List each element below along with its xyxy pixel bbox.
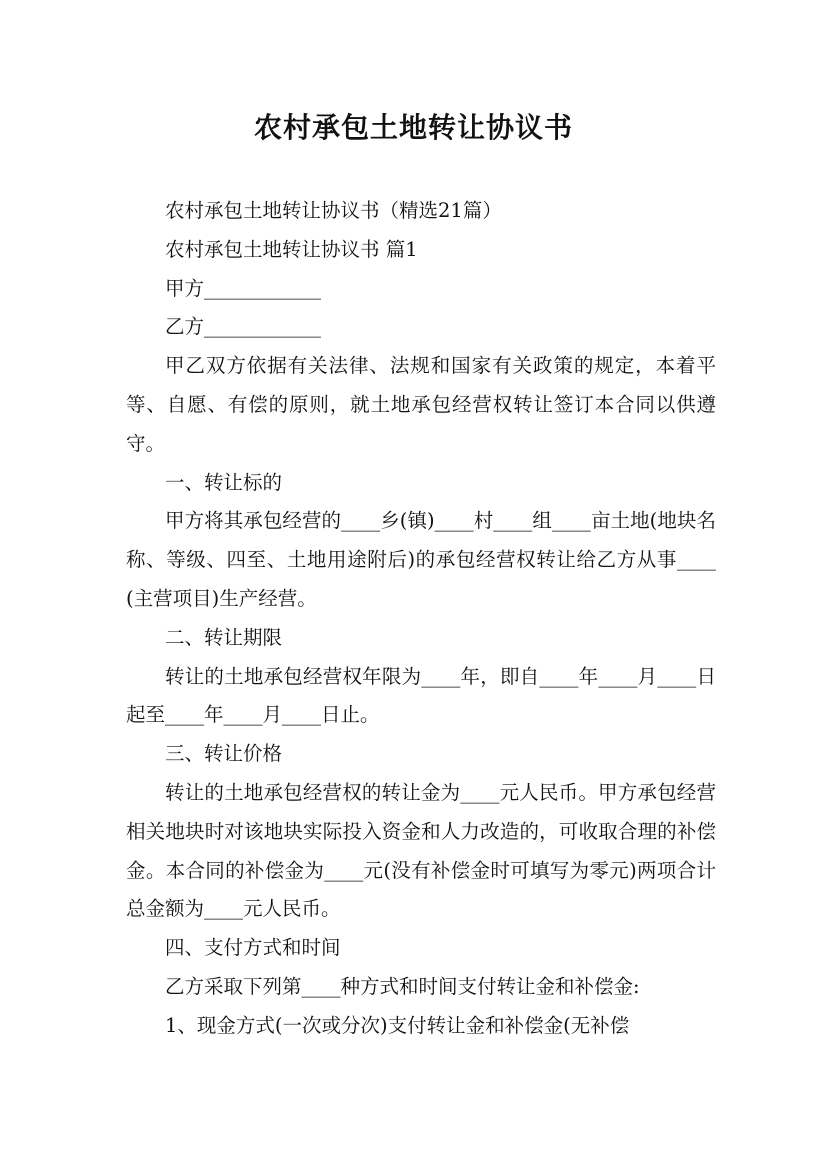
paragraph-preamble: 甲乙双方依据有关法律、法规和国家有关政策的规定，本着平等、自愿、有偿的原则，就土地承包经营权转让签订本合同以供遵守。 — [126, 354, 716, 455]
document-title: 农村承包土地转让协议书 — [253, 111, 573, 144]
party-a-line: 甲方____________ — [165, 276, 322, 300]
paragraph-payment-option-1: 1、现金方式(一次或分次)支付转让金和补偿金(无补偿 — [165, 1013, 630, 1037]
paragraph-subtitle: 农村承包土地转让协议书（精选21篇） — [165, 199, 502, 222]
paragraph-payment-method: 乙方采取下列第____种方式和时间支付转让金和补偿金: — [165, 974, 640, 998]
paragraph-transfer-period: 转让的土地承包经营权年限为____年，即自____年____月____日起至____年____月____日止。 — [126, 664, 716, 727]
paragraph-transfer-price: 转让的土地承包经营权的转让金为____元人民币。甲方承包经营相关地块时对该地块实际投入资金和人力改造的，可收取合理的补偿金。本合同的补偿金为____元(没有补偿金时可填写为零元)两项合计总金额为____元人民币。 — [126, 780, 716, 921]
heading-transfer-price: 三、转让价格 — [165, 742, 283, 766]
document-body — [126, 192, 716, 1046]
paragraph-transfer-subject: 甲方将其承包经营的____乡(镇)____村____组____亩土地(地块名称、等级、四至、土地用途附后)的承包经营权转让给乙方从事____(主营项目)生产经营。 — [126, 509, 716, 610]
heading-transfer-subject: 一、转让标的 — [165, 470, 283, 494]
heading-transfer-period: 二、转让期限 — [165, 625, 283, 649]
paragraph-section-heading: 农村承包土地转让协议书 篇1 — [165, 237, 418, 261]
party-b-line: 乙方____________ — [165, 315, 322, 339]
heading-payment-method: 四、支付方式和时间 — [165, 936, 341, 960]
